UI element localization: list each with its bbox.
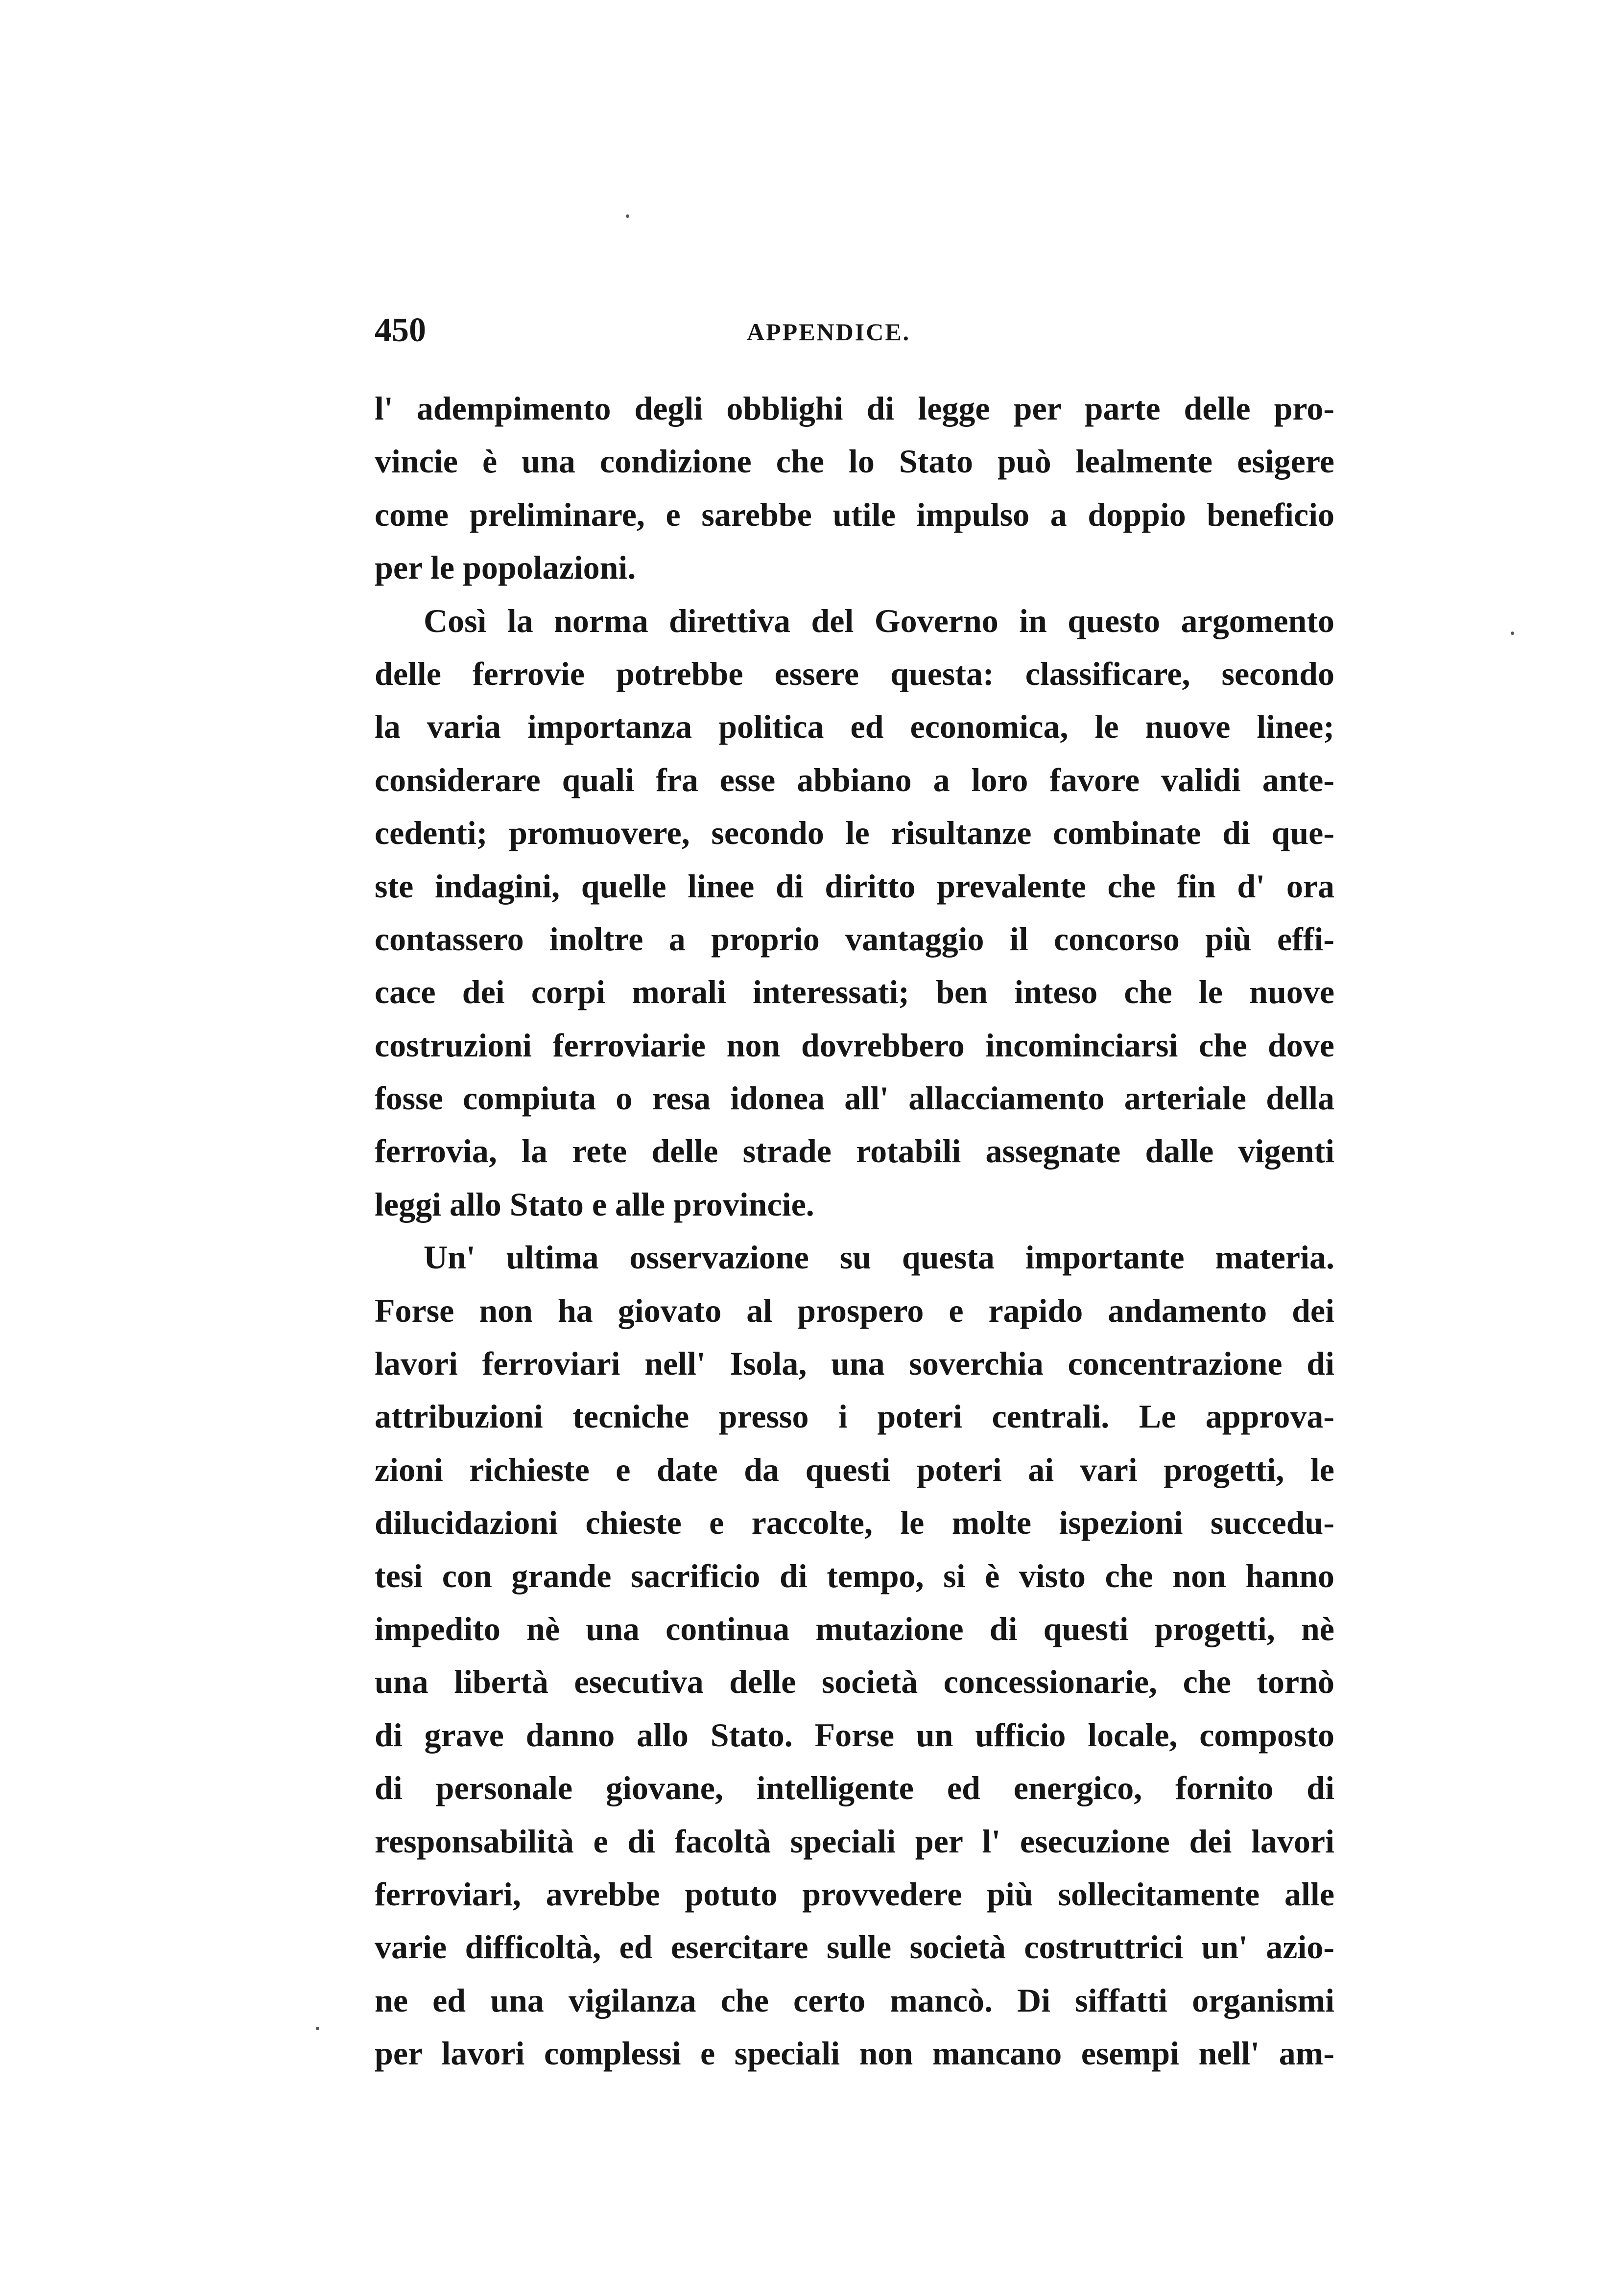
text-line: di grave danno allo Stato. Forse un ufficio locale, composto <box>375 1716 1334 1754</box>
text-line: dilucidazioni chieste e raccolte, le molte ispezioni succedu- <box>375 1504 1334 1542</box>
text-line: Un' ultima osservazione su questa importante materia. <box>424 1239 1334 1276</box>
text-line: delle ferrovie potrebbe essere questa: classificare, secondo <box>375 655 1334 692</box>
text-line: leggi allo Stato e alle provincie. <box>375 1185 814 1223</box>
text-line: vincie è una condizione che lo Stato può lealmente esigere <box>375 443 1334 480</box>
text-line: per le popolazioni. <box>375 549 636 586</box>
page-number: 450 <box>375 311 426 349</box>
text-line: zioni richieste e date da questi poteri ai vari progetti, le <box>375 1451 1334 1488</box>
text-line: ne ed una vigilanza che certo mancò. Di siffatti organismi <box>375 1981 1334 2019</box>
scan-speck <box>316 2027 319 2030</box>
scan-speck <box>626 214 629 218</box>
text-line: varie difficoltà, ed esercitare sulle società costruttrici un' azio- <box>375 1928 1334 1966</box>
text-line: cedenti; promuovere, secondo le risultanze combinate di que- <box>375 814 1334 852</box>
body-text <box>375 382 1334 2080</box>
text-line: Così la norma direttiva del Governo in questo argomento <box>424 602 1334 639</box>
text-line: di personale giovane, intelligente ed energico, fornito di <box>375 1769 1334 1807</box>
text-line: ste indagini, quelle linee di diritto prevalente che fin d' ora <box>375 867 1334 905</box>
text-line: contassero inoltre a proprio vantaggio il concorso più effi- <box>375 920 1334 958</box>
text-line: responsabilità e di facoltà speciali per l' esecuzione dei lavori <box>375 1822 1334 1860</box>
text-line: la varia importanza politica ed economica, le nuove linee; <box>375 708 1334 746</box>
text-line: l' adempimento degli obblighi di legge per parte delle pro- <box>375 390 1334 427</box>
running-head <box>375 308 1334 352</box>
text-line: ferrovia, la rete delle strade rotabili assegnate dalle vigenti <box>375 1132 1334 1170</box>
text-line: considerare quali fra esse abbiano a loro favore validi ante- <box>375 761 1334 798</box>
text-line: attribuzioni tecniche presso i poteri centrali. Le approva- <box>375 1398 1334 1435</box>
text-line: una libertà esecutiva delle società concessionarie, che tornò <box>375 1663 1334 1701</box>
text-line: lavori ferroviari nell' Isola, una soverchia concentrazione di <box>375 1345 1334 1382</box>
running-title: APPENDICE. <box>747 318 911 346</box>
text-line: costruzioni ferroviarie non dovrebbero incominciarsi che dove <box>375 1026 1334 1064</box>
text-line: impedito nè una continua mutazione di questi progetti, nè <box>375 1610 1334 1647</box>
text-line: per lavori complessi e speciali non mancano esempi nell' am- <box>375 2035 1334 2072</box>
text-line: cace dei corpi morali interessati; ben inteso che le nuove <box>375 973 1334 1011</box>
text-line: Forse non ha giovato al prospero e rapido andamento dei <box>375 1291 1334 1329</box>
scan-speck <box>1511 632 1514 635</box>
text-line: come preliminare, e sarebbe utile impulso a doppio beneficio <box>375 495 1334 533</box>
text-line: fosse compiuta o resa idonea all' allacciamento arteriale della <box>375 1079 1334 1117</box>
text-line: ferroviari, avrebbe potuto provvedere più sollecitamente alle <box>375 1875 1334 1913</box>
text-line: tesi con grande sacrificio di tempo, si è visto che non hanno <box>375 1557 1334 1594</box>
